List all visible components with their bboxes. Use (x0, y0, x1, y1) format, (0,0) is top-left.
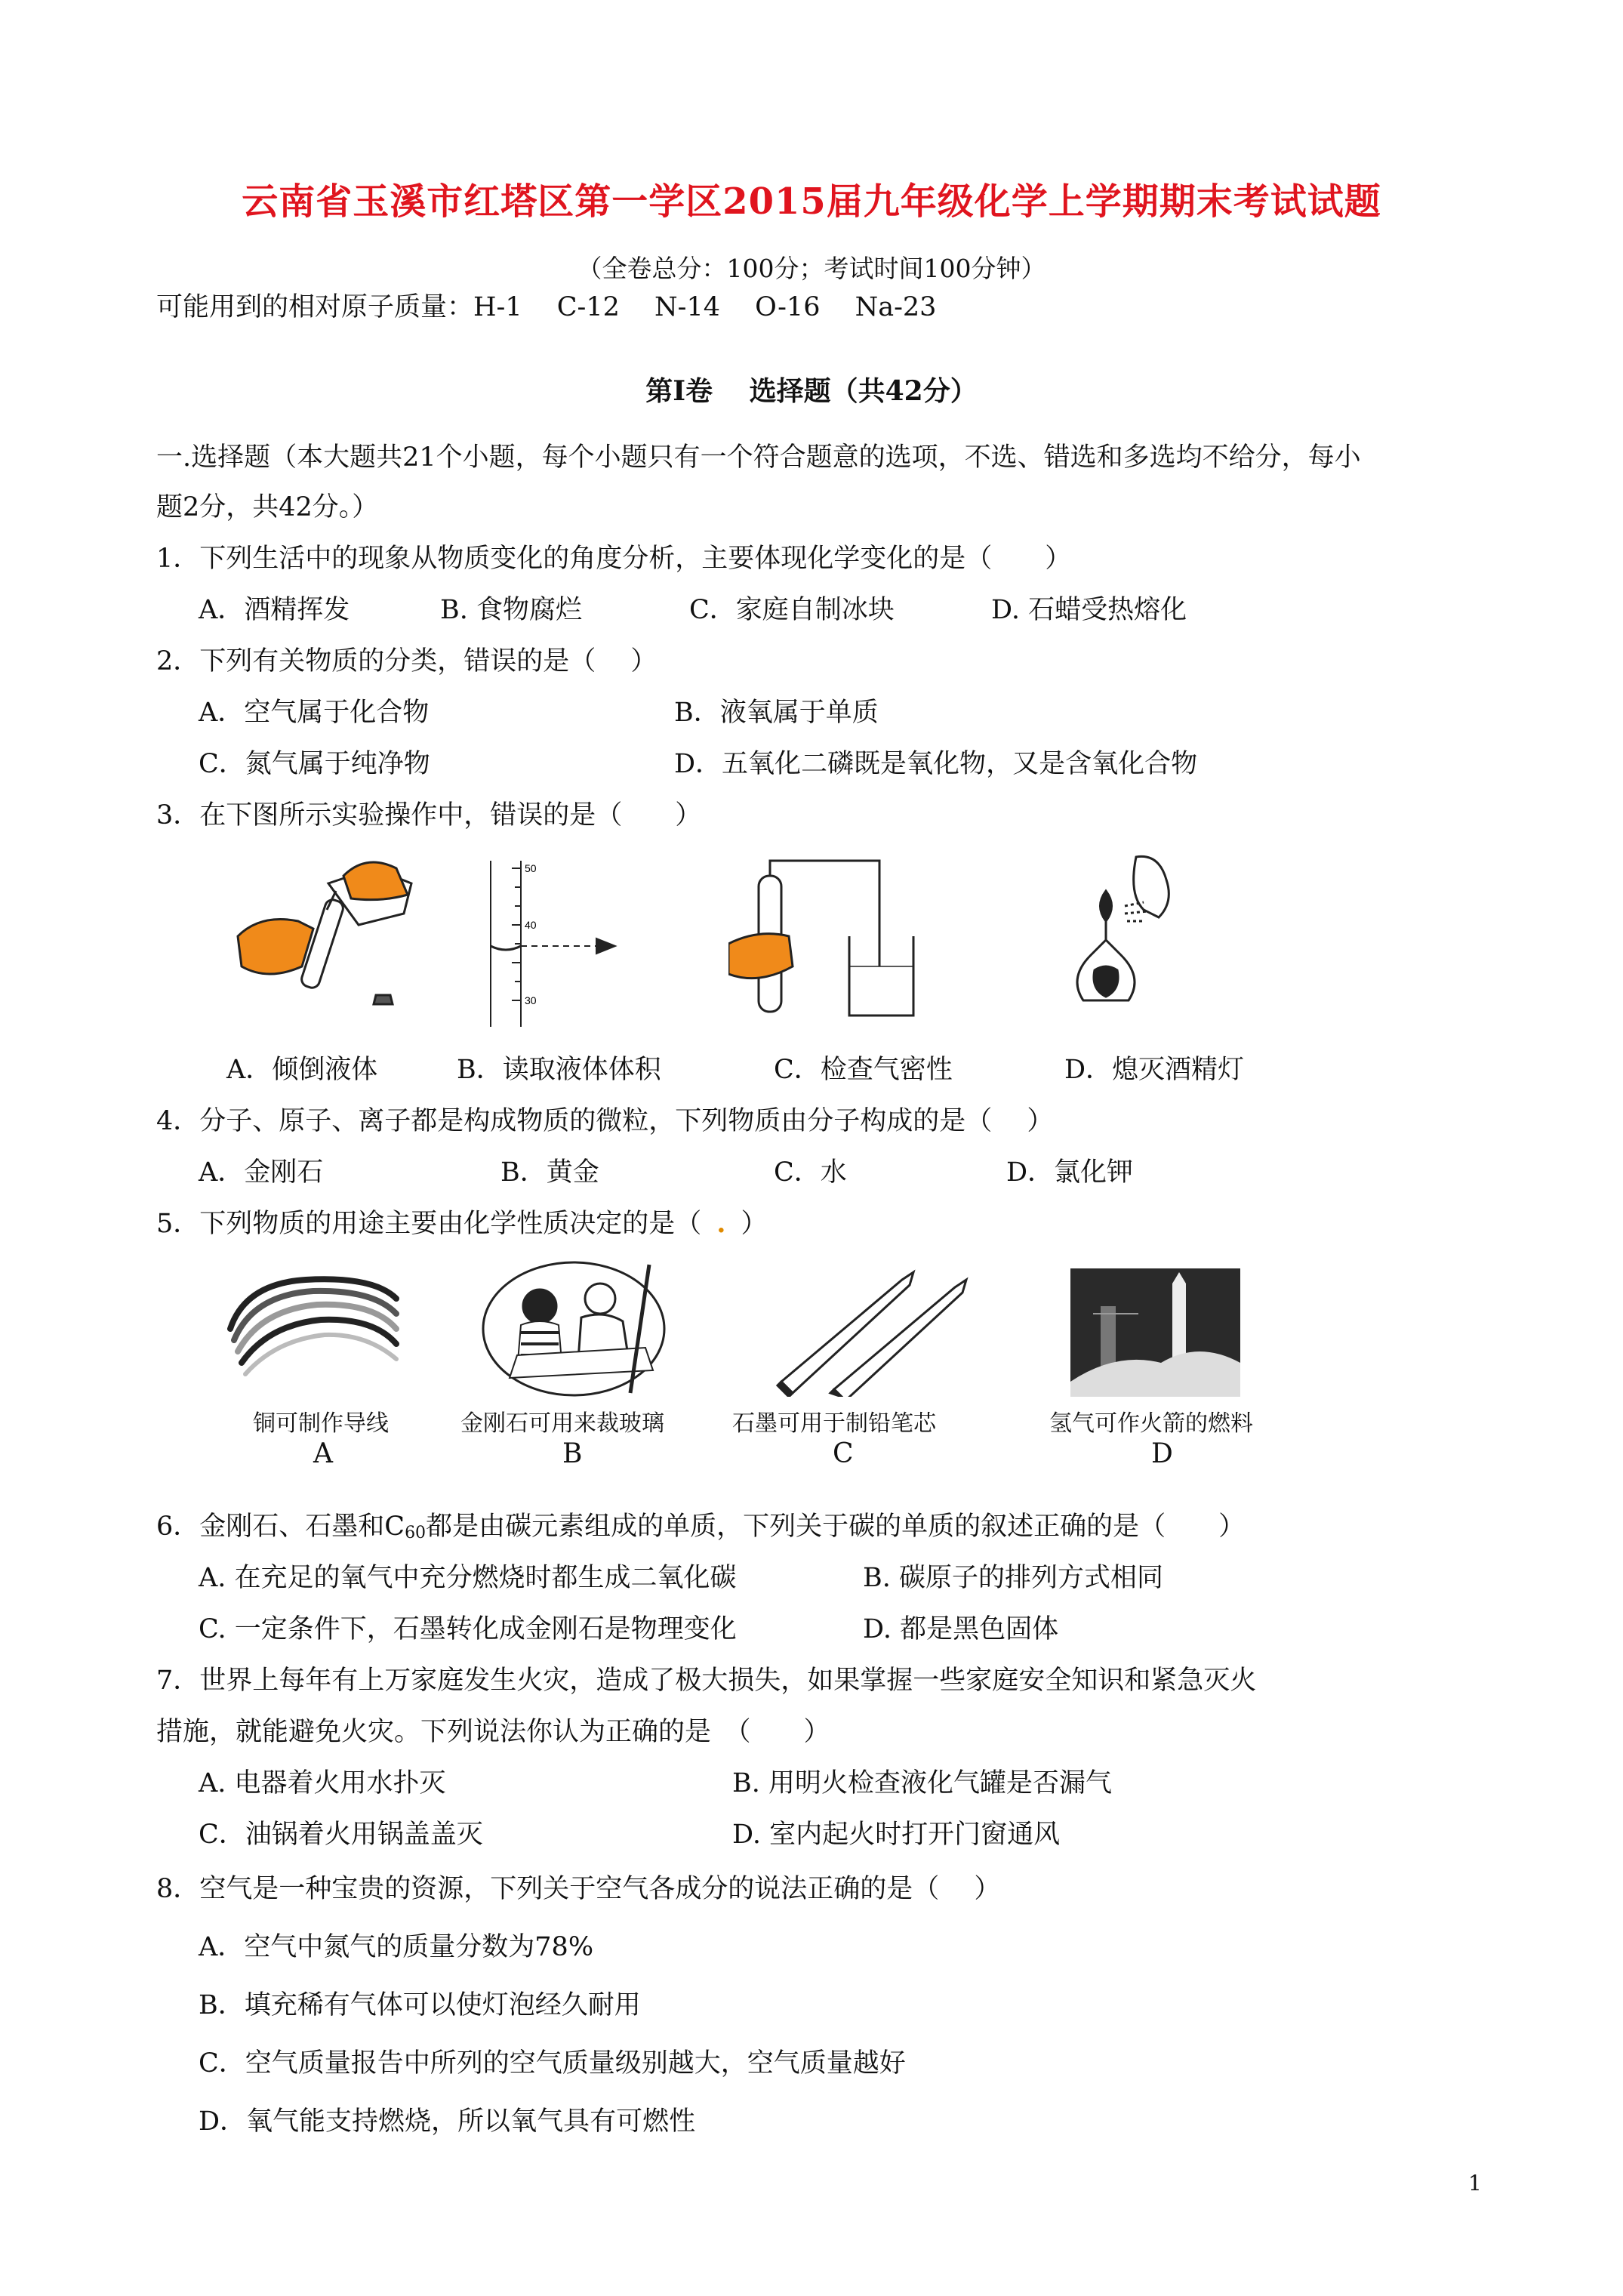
q5-answer-dot: . (716, 1208, 726, 1239)
q8-option-d: D．氧气能支持燃烧，所以氧气具有可燃性 (199, 2106, 696, 2137)
airtightness-check-figure (728, 853, 925, 1027)
q5-caption-c: 石墨可用于制铅笔芯 (732, 1410, 936, 1437)
q3-option-c: C．检查气密性 (774, 1055, 953, 1085)
q5-letter-d: D (1151, 1438, 1173, 1469)
pouring-liquid-figure (230, 853, 419, 1019)
diamond-cutting-glass-figure (479, 1257, 683, 1401)
q2-stem: 2．下列有关物质的分类，错误的是（ ） (156, 646, 658, 676)
q1-stem: 1．下列生活中的现象从物质变化的角度分析，主要体现化学变化的是（ ） (156, 544, 1072, 574)
q7-option-a: A. 电器着火用水扑灭 (199, 1768, 446, 1798)
scale-tick-30: 30 (525, 994, 537, 1006)
q1-option-b: B. 食物腐烂 (440, 595, 582, 625)
blowing-alcohol-lamp-figure (1053, 849, 1204, 1023)
q5-caption-b: 金刚石可用来裁玻璃 (460, 1410, 664, 1437)
q7-line1: 7．世界上每年有上万家庭发生火灾，造成了极大损失，如果掌握一些家庭安全知识和紧急灭火 (156, 1666, 1257, 1696)
q5-letter-a: A (313, 1438, 333, 1469)
q7-option-b: B. 用明火检查液化气罐是否漏气 (732, 1768, 1112, 1798)
instructions-line1: 一.选择题（本大题共21个小题，每个小题只有一个符合题意的选项，不选、错选和多选均不给分，每小 (156, 442, 1361, 473)
q1-option-c: C．家庭自制冰块 (689, 595, 895, 625)
graduated-cylinder-figure (476, 857, 634, 1031)
q8-option-a: A．空气中氮气的质量分数为78% (199, 1932, 594, 1962)
document-title: 云南省玉溪市红塔区第一学区2015届九年级化学上学期期末考试试题 (242, 180, 1381, 223)
q2-option-b: B．液氧属于单质 (674, 698, 879, 728)
page-number: 1 (1468, 2171, 1482, 2196)
q6-option-d: D. 都是黑色固体 (863, 1614, 1059, 1644)
q3-option-d: D．熄灭酒精灯 (1064, 1055, 1245, 1085)
q7-option-d: D. 室内起火时打开门窗通风 (732, 1820, 1061, 1850)
q5-letter-c: C (833, 1438, 854, 1469)
section-title: 第Ⅰ卷 选择题（共42分） (645, 375, 978, 407)
q7-option-c: C．油锅着火用锅盖盖灭 (199, 1820, 483, 1850)
q1-option-d: D. 石蜡受热熔化 (991, 595, 1187, 625)
q5-caption-a: 铜可制作导线 (253, 1410, 389, 1437)
q5-caption-d: 氢气可作火箭的燃料 (1049, 1410, 1253, 1437)
q5-letter-b: B (562, 1438, 583, 1469)
atomic-masses: 可能用到的相对原子质量：H-1 C-12 N-14 O-16 Na-23 (156, 292, 937, 322)
scale-tick-50: 50 (525, 862, 537, 874)
q4-option-a: A．金刚石 (199, 1157, 324, 1188)
q4-option-b: B．黄金 (500, 1157, 599, 1188)
q7-line2: 措施，就能避免火灾。下列说法你认为正确的是 （ ） (156, 1717, 830, 1747)
q3-option-b: B．读取液体体积 (457, 1055, 661, 1085)
q6-option-c: C. 一定条件下，石墨转化成金刚石是物理变化 (199, 1614, 737, 1644)
q3-stem: 3．在下图所示实验操作中，错误的是（ ） (156, 800, 702, 831)
q8-option-b: B．填充稀有气体可以使灯泡经久耐用 (199, 1990, 641, 2020)
c60-subscript: 60 (405, 1524, 427, 1542)
rocket-launch-figure (1070, 1268, 1240, 1397)
copper-wire-figure (223, 1268, 404, 1389)
q2-option-c: C．氮气属于纯净物 (199, 749, 430, 779)
q1-option-a: A．酒精挥发 (199, 595, 350, 625)
q4-option-d: D．氯化钾 (1006, 1157, 1134, 1188)
instructions-line2: 题2分，共42分。） (156, 492, 379, 522)
scale-tick-40: 40 (525, 919, 537, 931)
q3-option-a: A．倾倒液体 (226, 1055, 378, 1085)
q6-option-a: A. 在充足的氧气中充分燃烧时都生成二氧化碳 (199, 1563, 737, 1593)
q4-stem: 4．分子、原子、离子都是构成物质的微粒，下列物质由分子构成的是（ ） (156, 1106, 1054, 1136)
q8-stem: 8．空气是一种宝贵的资源，下列关于空气各成分的说法正确的是（ ） (156, 1874, 1001, 1904)
q6-stem: 6．金刚石、石墨和$C_{60}$都是由碳元素组成的单质，下列关于碳的单质的叙述正确的是（ ） (156, 1512, 1246, 1542)
q6-option-b: B. 碳原子的排列方式相同 (863, 1563, 1163, 1593)
q8-option-c: C．空气质量报告中所列的空气质量级别越大，空气质量越好 (199, 2048, 906, 2079)
graphite-pencil-figure (774, 1268, 970, 1397)
q2-option-a: A．空气属于化合物 (199, 698, 430, 728)
q5-stem: 5．下列物质的用途主要由化学性质决定的是（ . ） (156, 1208, 768, 1239)
exam-info: （全卷总分：100分；考试时间100分钟） (577, 254, 1046, 283)
q4-option-c: C．水 (774, 1157, 847, 1188)
q2-option-d: D．五氧化二磷既是氧化物，又是含氧化合物 (674, 749, 1198, 779)
